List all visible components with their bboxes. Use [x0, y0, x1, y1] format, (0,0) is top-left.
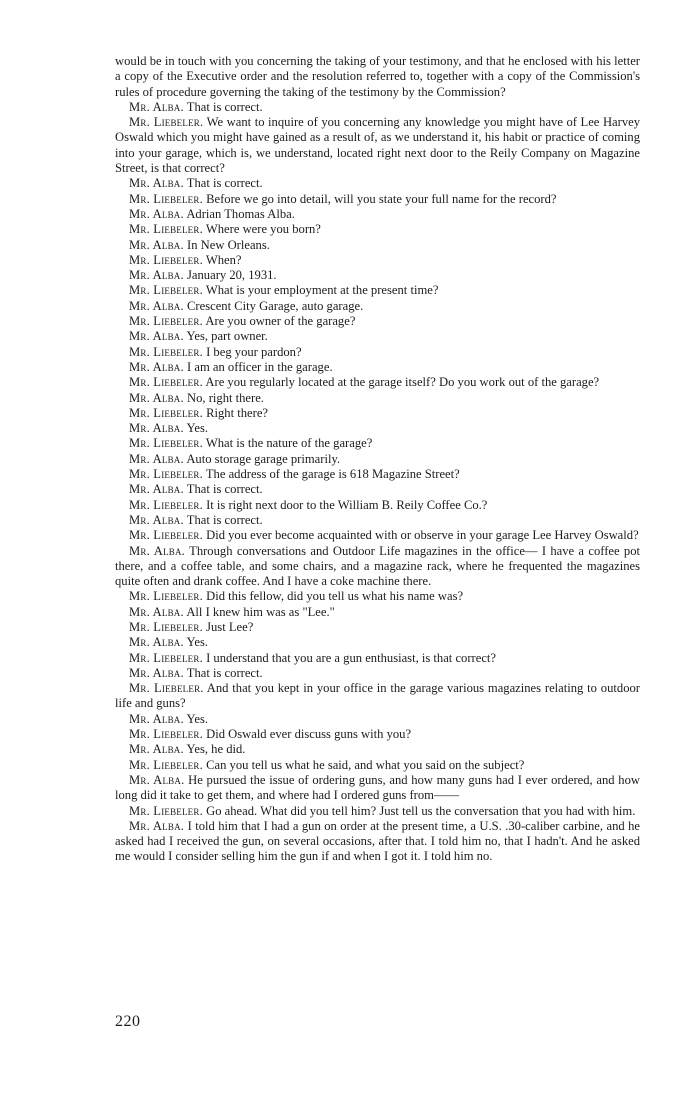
- statement-text: Did Oswald ever discuss guns with you?: [206, 727, 412, 742]
- speaker-label: Mr. Liebeler.: [129, 650, 203, 665]
- statement-text: Yes.: [186, 711, 209, 726]
- speaker-label: Mr. Alba.: [129, 421, 184, 436]
- speaker-label: Mr. Alba.: [129, 635, 184, 650]
- speaker-label: Mr. Liebeler.: [129, 191, 203, 206]
- transcript-paragraph: [115, 651, 640, 666]
- statement-text: No, right there.: [187, 390, 264, 405]
- transcript-paragraph: [115, 528, 640, 543]
- statement-text: Where were you born?: [205, 222, 321, 237]
- speaker-label: Mr. Liebeler.: [129, 222, 203, 237]
- speaker-label: Mr. Liebeler.: [129, 727, 203, 742]
- speaker-label: Mr. Liebeler.: [129, 283, 203, 298]
- speaker-label: Mr. Alba.: [129, 451, 184, 466]
- transcript-paragraph: [115, 742, 640, 757]
- transcript-paragraph: [115, 299, 640, 314]
- speaker-label: Mr. Alba.: [129, 298, 184, 313]
- speaker-label: Mr. Alba.: [129, 482, 184, 497]
- transcript-paragraph: [115, 238, 640, 253]
- speaker-label: Mr. Liebeler.: [129, 467, 203, 482]
- transcript-paragraph: [115, 513, 640, 528]
- speaker-label: Mr. Alba.: [129, 237, 184, 252]
- speaker-label: Mr. Liebeler.: [129, 375, 203, 390]
- transcript-paragraph: [115, 100, 640, 115]
- speaker-label: Mr. Alba.: [129, 711, 184, 726]
- transcript-paragraph: [115, 635, 640, 650]
- speaker-label: Mr. Alba.: [129, 359, 184, 374]
- speaker-label: Mr. Alba.: [129, 772, 185, 787]
- speaker-label: Mr. Liebeler.: [129, 681, 204, 696]
- speaker-label: Mr. Liebeler.: [129, 497, 203, 512]
- statement-text: What is the nature of the garage?: [205, 436, 373, 451]
- speaker-label: Mr. Liebeler.: [129, 528, 203, 543]
- speaker-label: Mr. Liebeler.: [129, 803, 203, 818]
- speaker-label: Mr. Liebeler.: [129, 757, 203, 772]
- speaker-label: Mr. Alba.: [129, 329, 184, 344]
- statement-text: I beg your pardon?: [206, 344, 302, 359]
- statement-text: Before we go into detail, will you state your full name for the record?: [206, 191, 557, 206]
- statement-text: That is correct.: [186, 99, 263, 114]
- statement-text: And that you kept in your office in the garage various magazines relating to outdoor life and guns?: [115, 681, 640, 711]
- speaker-label: Mr. Alba.: [129, 818, 185, 833]
- transcript-paragraph: [115, 819, 640, 865]
- statement-text: He pursued the issue of ordering guns, and how many guns had I ever ordered, and how long did it take to get them, and where had I ordered guns from——: [115, 772, 640, 803]
- transcript-paragraph: [115, 54, 640, 100]
- statement-text: January 20, 1931.: [187, 268, 277, 283]
- transcript-paragraph: [115, 391, 640, 406]
- transcript-paragraph: [115, 192, 640, 207]
- speaker-label: Mr. Alba.: [129, 604, 184, 619]
- transcript-paragraph: [115, 253, 640, 268]
- statement-text: Just Lee?: [206, 619, 254, 634]
- statement-text: Yes, part owner.: [186, 329, 268, 344]
- statement-text: When?: [205, 252, 242, 267]
- transcript-paragraph: [115, 804, 640, 819]
- speaker-label: Mr. Alba.: [129, 390, 184, 405]
- statement-text: I told him that I had a gun on order at the present time, a U.S. .30-caliber carbine, and he asked had I received the gun, on several occasions, after that. I told him no, that I hadn't. And he asked me would I consider selling him the gun if and when I got it. I told him no.: [115, 818, 640, 864]
- speaker-label: Mr. Liebeler.: [129, 619, 203, 634]
- transcript-paragraph: [115, 620, 640, 635]
- transcript-paragraph: [115, 329, 640, 344]
- transcript-paragraph: [115, 421, 640, 436]
- statement-text: Crescent City Garage, auto garage.: [187, 298, 364, 313]
- statement-text: Adrian Thomas Alba.: [186, 206, 295, 221]
- transcript-paragraph: [115, 375, 640, 390]
- speaker-label: Mr. Liebeler.: [129, 115, 204, 130]
- transcript-paragraph: [115, 360, 640, 375]
- statement-text: Are you regularly located at the garage itself? Do you work out of the garage?: [205, 375, 600, 390]
- transcript-paragraph: [115, 589, 640, 604]
- transcript-paragraph: [115, 176, 640, 191]
- statement-text: That is correct.: [186, 176, 263, 191]
- transcript-paragraph: [115, 773, 640, 804]
- statement-text: Yes, he did.: [186, 742, 246, 757]
- statement-text: In New Orleans.: [187, 237, 270, 252]
- statement-text: That is correct.: [186, 665, 263, 680]
- speaker-label: Mr. Alba.: [129, 665, 184, 680]
- statement-text: It is right next door to the William B. Reily Coffee Co.?: [206, 497, 488, 512]
- transcript-paragraph: [115, 727, 640, 742]
- speaker-label: Mr. Liebeler.: [129, 436, 203, 451]
- speaker-label: Mr. Alba.: [129, 512, 184, 527]
- statement-text: I understand that you are a gun enthusiast, is that correct?: [206, 650, 497, 665]
- transcript-paragraph: [115, 758, 640, 773]
- statement-text: The address of the garage is 618 Magazine Street?: [205, 467, 460, 482]
- statement-text: That is correct.: [186, 482, 263, 497]
- transcript-paragraph: [115, 207, 640, 222]
- statement-text: Did you ever become acquainted with or observe in your garage Lee Harvey Oswald?: [206, 528, 639, 543]
- speaker-label: Mr. Alba.: [129, 543, 186, 558]
- statement-text: Go ahead. What did you tell him? Just tell us the conversation that you had with him.: [206, 803, 636, 818]
- statement-text: Are you owner of the garage?: [205, 314, 356, 329]
- speaker-label: Mr. Alba.: [129, 206, 184, 221]
- transcript-paragraph: [115, 498, 640, 513]
- speaker-label: Mr. Alba.: [129, 742, 184, 757]
- page-number: 220: [115, 1013, 141, 1030]
- transcript-paragraph: [115, 605, 640, 620]
- speaker-label: Mr. Alba.: [129, 176, 184, 191]
- transcript-paragraph: [115, 283, 640, 298]
- transcript-paragraph: [115, 482, 640, 497]
- transcript-paragraph: [115, 268, 640, 283]
- speaker-label: Mr. Alba.: [129, 268, 184, 283]
- transcript-paragraph: [115, 681, 640, 712]
- statement-text: Through conversations and Outdoor Life magazines in the office— I have a coffee pot there, and a coffee table, and some chairs, and a magazine rack, where he frequented the magazines quite often and drank coffee. And I have a coke machine there.: [115, 543, 640, 589]
- transcript-paragraph: [115, 115, 640, 176]
- speaker-label: Mr. Liebeler.: [129, 405, 203, 420]
- transcript-paragraph: [115, 666, 640, 681]
- statement-text: would be in touch with you concerning the taking of your testimony, and that he enclosed with his letter a copy of the Executive order and the resolution referred to, together with a copy of the Commission's rules of procedure governing the taking of the testimony by the Commission?: [115, 54, 640, 99]
- speaker-label: Mr. Liebeler.: [129, 589, 203, 604]
- statement-text: Can you tell us what he said, and what you said on the subject?: [206, 757, 525, 772]
- statement-text: That is correct.: [186, 512, 263, 527]
- transcript-paragraph: [115, 452, 640, 467]
- speaker-label: Mr. Liebeler.: [129, 344, 203, 359]
- statement-text: What is your employment at the present time?: [205, 283, 439, 298]
- statement-text: I am an officer in the garage.: [187, 359, 333, 374]
- transcript-paragraph: [115, 436, 640, 451]
- transcript-paragraph: [115, 314, 640, 329]
- transcript-paragraph: [115, 406, 640, 421]
- statement-text: Did this fellow, did you tell us what his name was?: [206, 589, 464, 604]
- transcript-paragraph: [115, 345, 640, 360]
- statement-text: We want to inquire of you concerning any knowledge you might have of Lee Harvey Oswald which you might have gained as a result of, as we understand it, his habit or practice of coming into your garage, which is, we understand, located right next door to the Reily Company on Magazine Street, is that correct?: [115, 115, 641, 176]
- statement-text: Yes.: [186, 421, 209, 436]
- statement-text: Right there?: [206, 405, 268, 420]
- transcript-paragraph: [115, 222, 640, 237]
- speaker-label: Mr. Liebeler.: [129, 252, 203, 267]
- statement-text: Auto storage garage primarily.: [186, 451, 341, 466]
- statement-text: Yes.: [186, 635, 209, 650]
- statement-text: All I knew him was as "Lee.": [186, 604, 335, 619]
- speaker-label: Mr. Alba.: [129, 99, 184, 114]
- transcript-paragraph: [115, 467, 640, 482]
- speaker-label: Mr. Liebeler.: [129, 314, 203, 329]
- transcript-paragraph: [115, 712, 640, 727]
- transcript-body: [115, 54, 640, 865]
- transcript-paragraph: [115, 544, 640, 590]
